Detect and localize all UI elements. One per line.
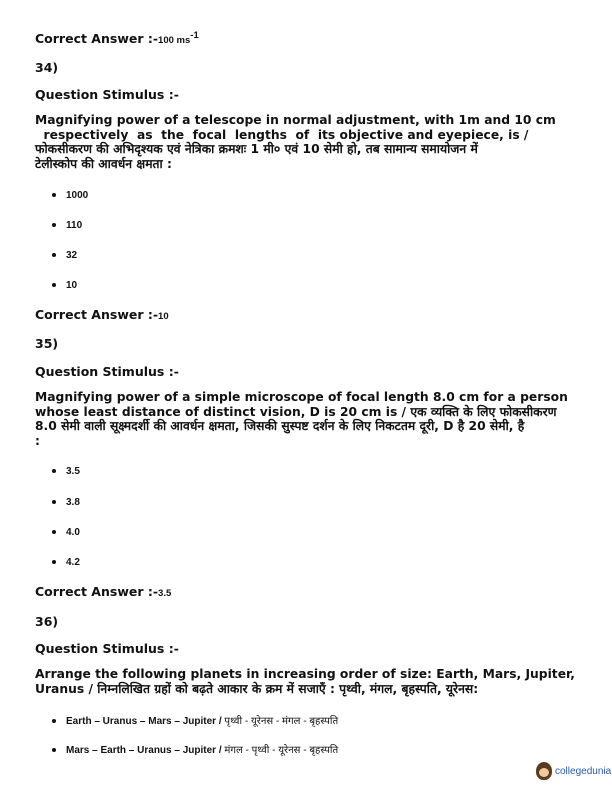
bullet-icon <box>52 719 56 723</box>
text-line: Arrange the following planets in increasing order of size: Earth, Mars, Jupiter, <box>35 667 575 681</box>
option-text-hi: पृथ्वी - यूरेनस - मंगल - बृहस्पति <box>224 716 339 727</box>
answer-label: Correct Answer :- <box>35 31 159 47</box>
bullet-icon <box>52 560 56 564</box>
logo-text: collegedunia <box>555 765 612 777</box>
text-line: whose least distance of distinct vision, D is 20 cm is / एक व्यक्ति के लिए फोकसीकरण <box>35 404 557 419</box>
question-number: 34) <box>35 60 59 75</box>
bullet-icon <box>52 530 56 534</box>
correct-answer <box>35 584 171 599</box>
text-line: 8.0 सेमी वाली सूक्ष्मदर्शी की आवर्धन क्षमता, जिसकी सुस्पष्ट दर्शन के लिए निकटतम दूरी, D है 20 सेमी, है <box>35 419 525 434</box>
question-text <box>35 113 595 171</box>
bullet-icon <box>52 469 56 473</box>
option <box>52 190 88 201</box>
option-text: 32 <box>66 250 78 261</box>
answer-value: 100 ms <box>158 35 191 47</box>
text-line: फोकसीकरण की अभिदृश्यक एवं नेत्रिका क्रमशः 1 मी० एवं 10 सेमी हो, तब सामान्य समायोजन में <box>35 142 478 157</box>
collegedunia-logo <box>536 762 611 780</box>
option-text: 3.8 <box>66 497 80 508</box>
option <box>52 713 338 727</box>
option <box>52 250 77 261</box>
bullet-icon <box>52 500 56 504</box>
question-number: 36) <box>35 614 59 629</box>
option-text-hi: मंगल - पृथ्वी - यूरेनस - बृहस्पति <box>224 745 339 756</box>
mascot-icon <box>536 762 552 780</box>
text-line: Uranus / निम्नलिखित ग्रहों को बढ़ते आकार के क्रम में सजाएँ : पृथ्वी, मंगल, बृहस्पति, यूरेनस: <box>35 681 479 696</box>
option-text-en: Mars – Earth – Uranus – Jupiter / <box>66 745 225 756</box>
text-line: Magnifying power of a telescope in normal adjustment, with 1m and 10 cm <box>35 113 556 127</box>
text-line: टेलीस्कोप की आवर्धन क्षमता : <box>35 156 172 171</box>
answer-value: 3.5 <box>158 588 172 599</box>
text-line: : <box>35 433 40 448</box>
correct-answer <box>35 307 169 322</box>
bullet-icon <box>52 748 56 752</box>
option-text: 3.5 <box>66 466 80 477</box>
answer-label: Correct Answer :- <box>35 307 159 322</box>
option-text: 10 <box>66 280 78 291</box>
text-line: Magnifying power of a simple microscope of focal length 8.0 cm for a person <box>35 390 568 404</box>
text-line: respectively as the focal lengths of its objective and eyepiece, is / <box>35 127 529 142</box>
option <box>52 220 82 231</box>
option <box>52 557 80 568</box>
question-text <box>35 390 595 448</box>
option-text: 110 <box>66 220 83 231</box>
question-number: 35) <box>35 336 59 351</box>
correct-answer-33 <box>35 30 199 46</box>
bullet-icon <box>52 223 56 227</box>
option <box>52 742 338 756</box>
answer-sup: -1 <box>190 30 199 41</box>
bullet-icon <box>52 283 56 287</box>
option <box>52 497 80 508</box>
option-text: 4.0 <box>66 527 80 538</box>
question-text <box>35 667 595 696</box>
answer-label: Correct Answer :- <box>35 584 159 599</box>
option-text: 1000 <box>66 190 89 201</box>
option-text: 4.2 <box>66 557 80 568</box>
option <box>52 527 80 538</box>
option <box>52 280 77 291</box>
option-text-en: Earth – Uranus – Mars – Jupiter / <box>66 716 225 727</box>
bullet-icon <box>52 193 56 197</box>
option <box>52 466 80 477</box>
stimulus-label: Question Stimulus :- <box>35 87 179 102</box>
stimulus-label: Question Stimulus :- <box>35 364 179 379</box>
bullet-icon <box>52 253 56 257</box>
answer-value: 10 <box>158 311 169 322</box>
stimulus-label: Question Stimulus :- <box>35 641 179 656</box>
